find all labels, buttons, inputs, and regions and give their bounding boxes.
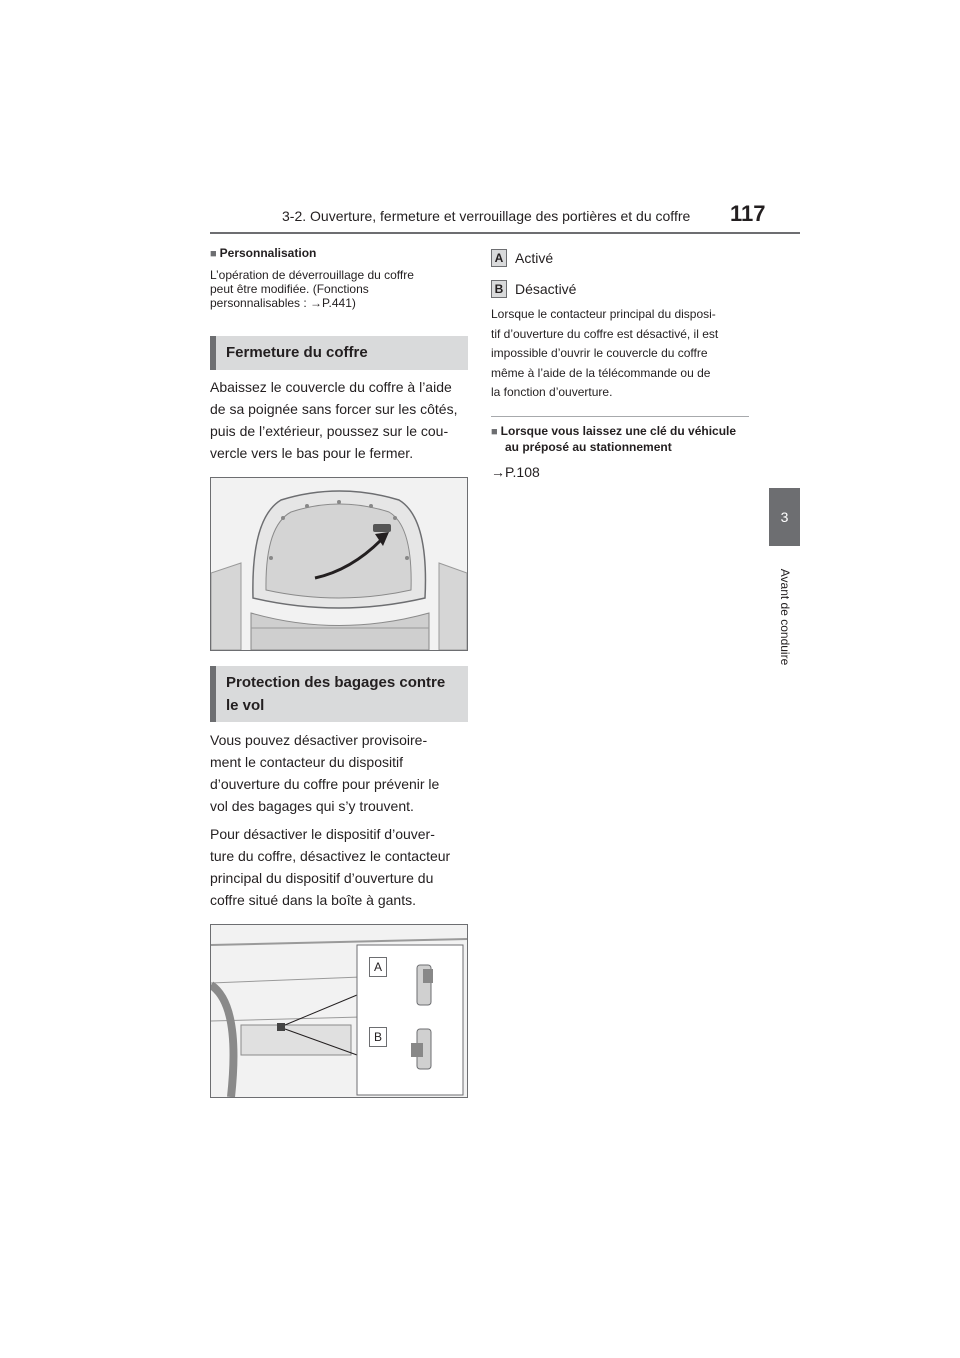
square-bullet-icon: ■ — [210, 248, 217, 260]
key-note-reference[interactable]: →P.108 — [491, 464, 540, 480]
letter-box-b: B — [491, 280, 507, 298]
key-note-block — [491, 424, 753, 483]
glovebox-switch-illustration — [210, 924, 468, 1098]
personnalisation-text-1: L’opération de déverrouillage du coffre — [210, 268, 414, 282]
trunk-lid-illustration — [210, 477, 468, 651]
figure-label-b: B — [369, 1027, 387, 1047]
figure-label-a: A — [369, 957, 387, 977]
square-bullet-icon: ■ — [491, 426, 498, 438]
legend-label-b: Désactivé — [515, 281, 577, 297]
personnalisation-text-2: peut être modifiée. (Fonctions — [210, 282, 369, 296]
personnalisation-text-3: personnalisables : →P.441) — [210, 296, 356, 310]
section1-paragraph: Abaissez le couvercle du coffre à l’aide de sa poignée sans forcer sur les côtés, puis de l’extérieur, poussez sur le cou- vercle vers le bas pour le fermer. — [210, 379, 458, 461]
trunk-lid-drawing — [211, 478, 467, 650]
section2-paragraph-2: Pour désactiver le dispositif d’ouver- ture du coffre, désactivez le contacteur principal du dispositif d’ouverture du coffre situé dans la boîte à gants. — [210, 826, 451, 908]
note-divider — [491, 416, 749, 417]
chapter-label: Avant de conduire — [778, 568, 792, 666]
header-title: 3-2. Ouverture, fermeture et verrouillage des portières et du coffre — [282, 208, 691, 224]
glovebox-drawing — [211, 925, 467, 1097]
key-note-heading: ■ Lorsque vous laissez une clé du véhicule — [491, 424, 737, 438]
chapter-tab[interactable]: 3 — [769, 488, 800, 546]
switch-note: Lorsque le contacteur principal du disposi- tif d’ouverture du coffre est désactivé, il est impossible d’ouvrir le couvercle du coffre même à l’aide de la télécommande ou de la fonction d’ouverture. — [491, 307, 719, 399]
key-note-heading-2: au préposé au stationnement — [505, 440, 672, 454]
legend-label-a: Activé — [515, 250, 554, 266]
section-title-protection: Protection des bagages contre le vol — [210, 666, 468, 722]
page-number: 117 — [730, 201, 766, 226]
section2-paragraph-1: Vous pouvez désactiver provisoire- ment le contacteur du dispositif d’ouverture du coffre pour prévenir le vol des bagages qui s’y trouvent. — [210, 732, 440, 814]
personnalisation-block — [210, 244, 414, 310]
letter-box-a: A — [491, 249, 507, 267]
header-rule — [210, 232, 800, 234]
section-title-fermeture: Fermeture du coffre — [210, 336, 468, 370]
personnalisation-heading: ■ Personnalisation — [210, 246, 317, 260]
